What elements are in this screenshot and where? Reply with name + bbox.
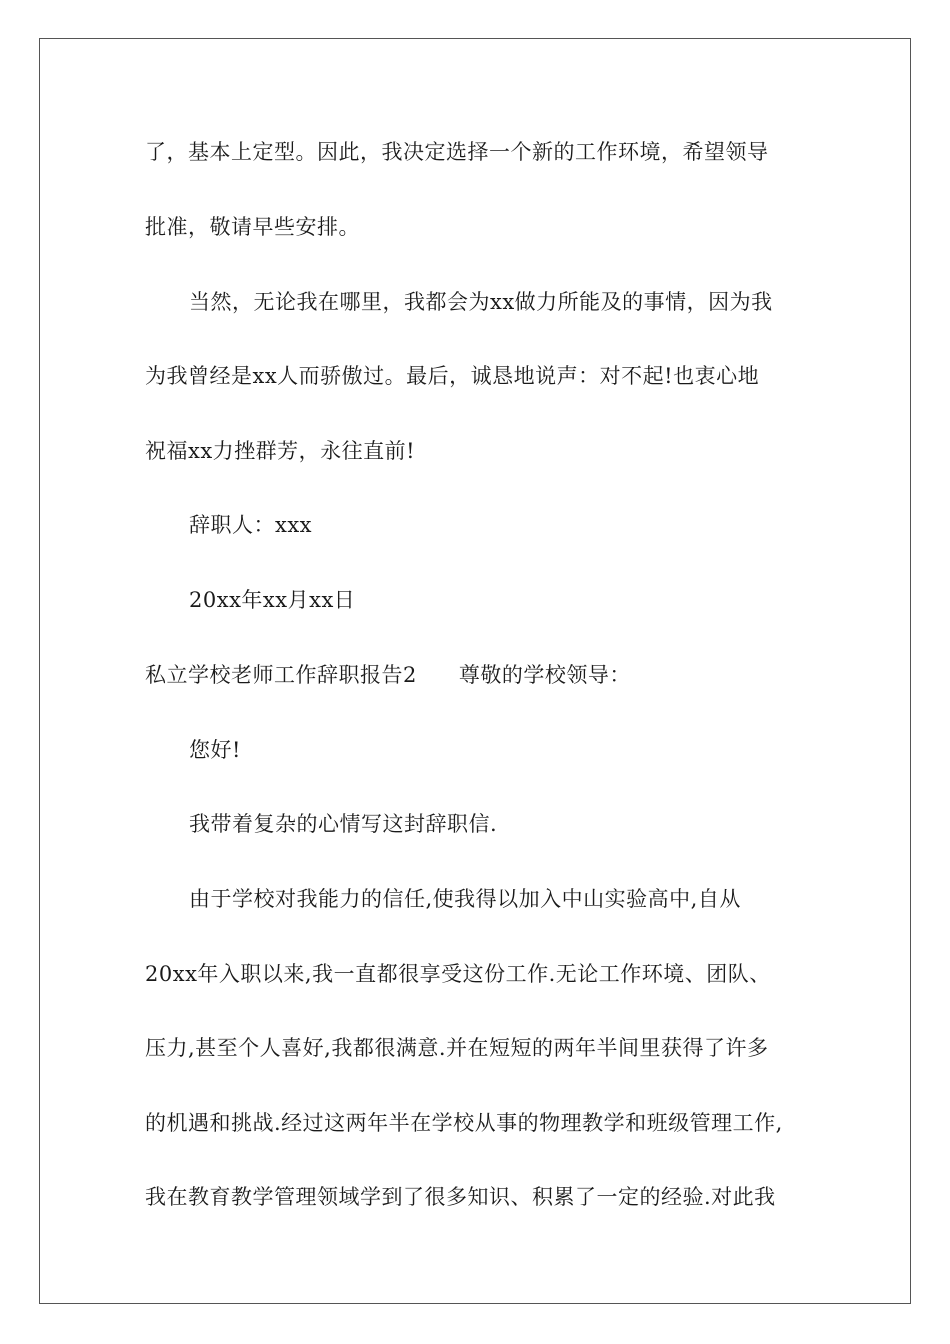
- text-line: 我在教育教学管理领域学到了很多知识、积累了一定的经验.对此我: [145, 1185, 776, 1209]
- greeting: 您好!: [189, 738, 241, 762]
- section-heading-line: [145, 661, 631, 689]
- signature-line: 辞职人：xxx: [189, 513, 313, 537]
- text-line: 批准，敬请早些安排。: [145, 215, 360, 239]
- date-line: 20xx年xx月xx日: [189, 588, 356, 612]
- paragraph-start: 由于学校对我能力的信任,使我得以加入中山实验高中,自从: [189, 887, 741, 911]
- paragraph-start: 我带着复杂的心情写这封辞职信.: [189, 812, 498, 836]
- salutation: 尊敬的学校领导：: [458, 663, 631, 687]
- text-line: 了，基本上定型。因此，我决定选择一个新的工作环境，希望领导: [145, 140, 769, 164]
- text-line: 祝福xx力挫群芳，永往直前!: [145, 439, 416, 463]
- text-line: 的机遇和挑战.经过这两年半在学校从事的物理教学和班级管理工作,: [145, 1111, 783, 1135]
- text-line: 压力,甚至个人喜好,我都很满意.并在短短的两年半间里获得了许多: [145, 1036, 769, 1060]
- section-title: 私立学校老师工作辞职报告2: [145, 663, 417, 687]
- text-line: 20xx年入职以来,我一直都很享受这份工作.无论工作环境、团队、: [145, 962, 771, 986]
- paragraph-start: 当然，无论我在哪里，我都会为xx做力所能及的事情，因为我: [189, 290, 773, 314]
- text-line: 为我曾经是xx人而骄傲过。最后，诚恳地说声：对不起!也衷心地: [145, 364, 760, 388]
